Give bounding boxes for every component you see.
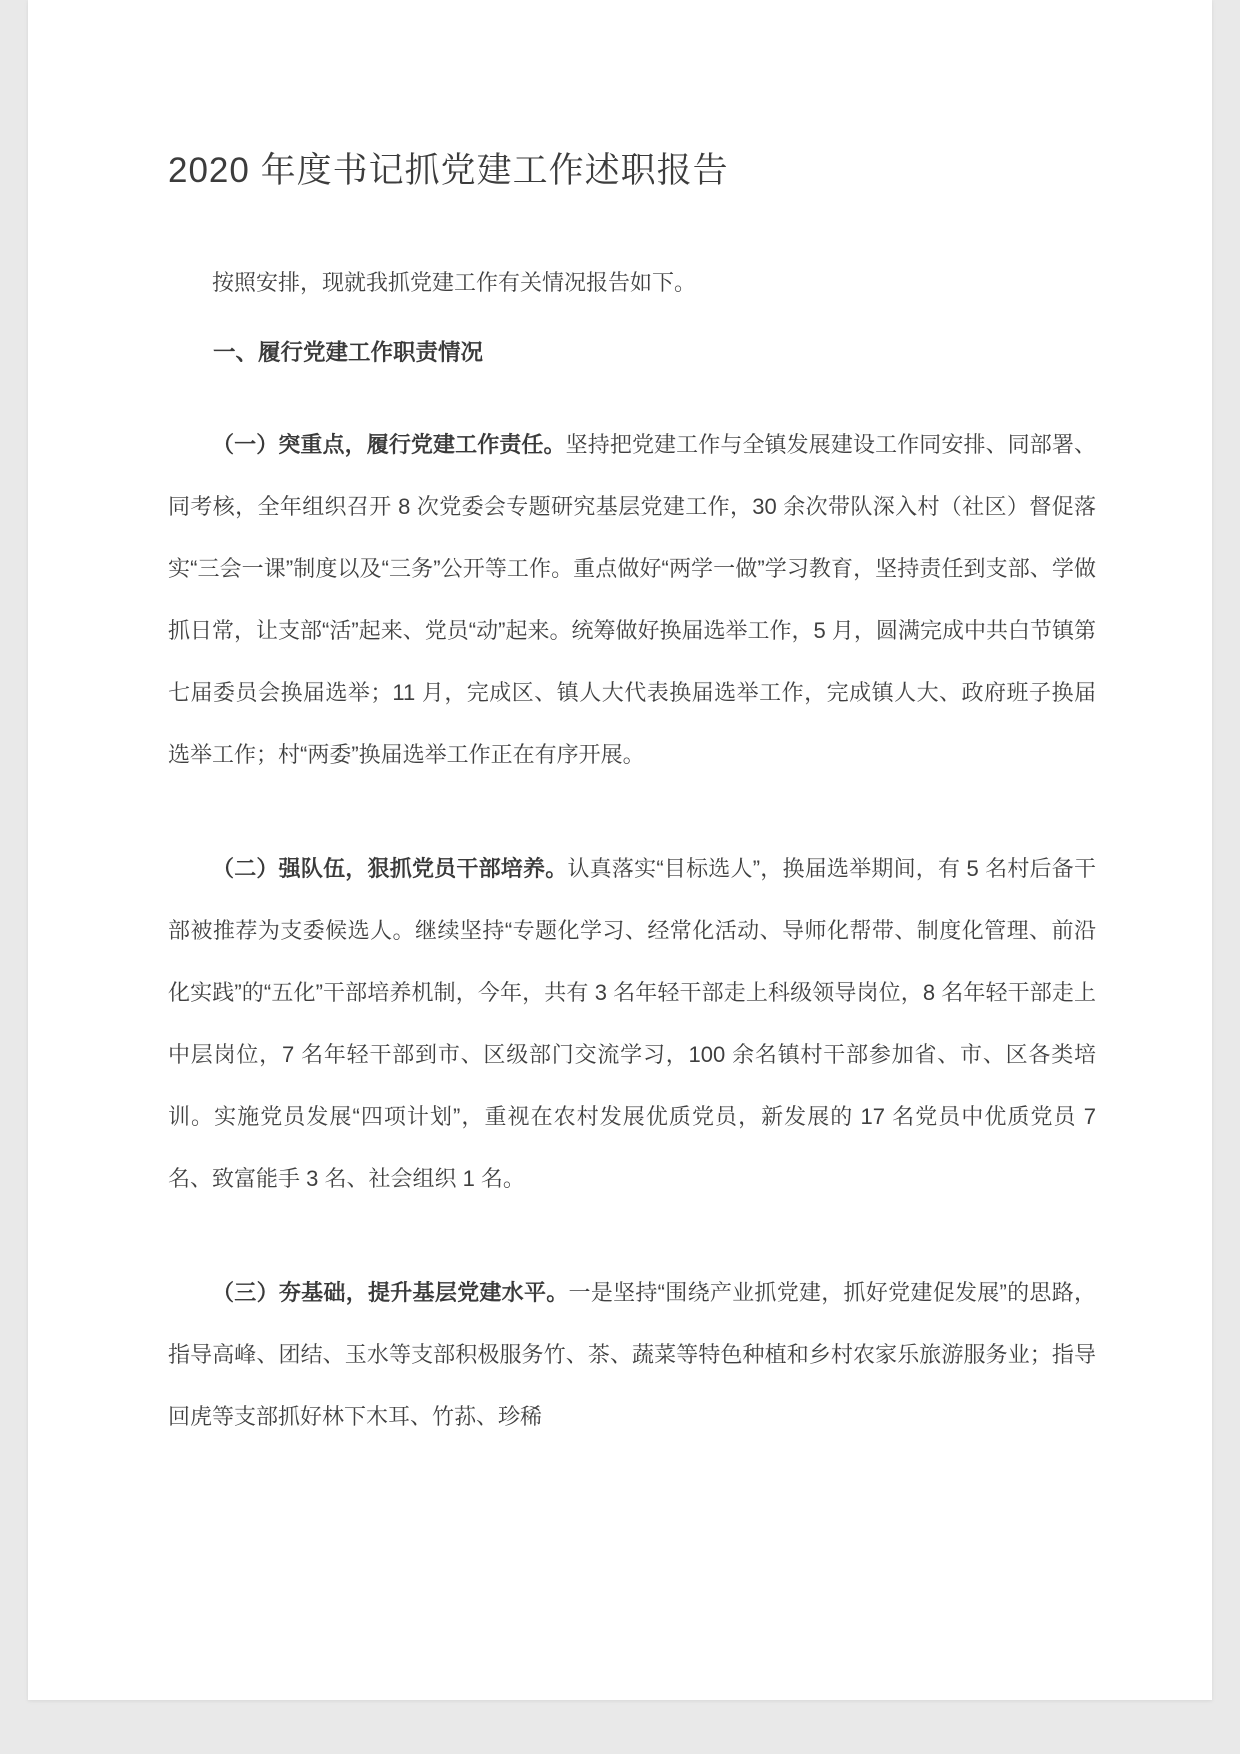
paragraph-1 (168, 414, 1096, 786)
page-title: 2020 年度书记抓党建工作述职报告 (168, 151, 729, 190)
paragraph-1-lead: （一）突重点，履行党建工作责任。 (212, 432, 566, 457)
paragraph-3 (168, 1262, 1096, 1448)
document-content (28, 0, 1212, 1448)
section-heading: 一、履行党建工作职责情况 (213, 340, 484, 365)
document-page (28, 0, 1212, 1700)
paragraph-1-body: 坚持把党建工作与全镇发展建设工作同安排、同部署、同考核，全年组织召开 8 次党委会专题研究基层党建工作，30 余次带队深入村（社区）督促落实“三会一课”制度以及“三务”公开等工作。重点做好“两学一做”学习教育，坚持责任到支部、学做抓日常，让支部“活”起来、党员“动”起来。统筹做好换届选举工作，5 月，圆满完成中共白节镇第七届委员会换届选举；11 月，完成区、镇人大代表换届选举工作，完成镇人大、政府班子换届选举工作；村“两委”换届选举工作正在有序开展。 (168, 432, 1096, 767)
paragraph-2-body: 认真落实“目标选人”，换届选举期间，有 5 名村后备干部被推荐为支委候选人。继续坚持“专题化学习、经常化活动、导师化帮带、制度化管理、前沿化实践”的“五化”干部培养机制，今年，共有 3 名年轻干部走上科级领导岗位，8 名年轻干部走上中层岗位，7 名年轻干部到市、区级部门交流学习，100 余名镇村干部参加省、市、区各类培训。实施党员发展“四项计划”，重视在农村发展优质党员，新发展的 17 名党员中优质党员 7 名、致富能手 3 名、社会组织 1 名。 (168, 856, 1096, 1191)
intro-paragraph: 按照安排，现就我抓党建工作有关情况报告如下。 (212, 270, 697, 295)
paragraph-3-body: 一是坚持“围绕产业抓党建，抓好党建促发展”的思路，指导高峰、团结、玉水等支部积极服务竹、茶、蔬菜等特色种植和乡村农家乐旅游服务业；指导回虎等支部抓好林下木耳、竹荪、珍稀 (168, 1280, 1096, 1429)
paragraph-2 (168, 838, 1096, 1210)
paragraph-2-lead: （二）强队伍，狠抓党员干部培养。 (212, 856, 568, 881)
paragraph-3-lead: （三）夯基础，提升基层党建水平。 (212, 1280, 569, 1305)
